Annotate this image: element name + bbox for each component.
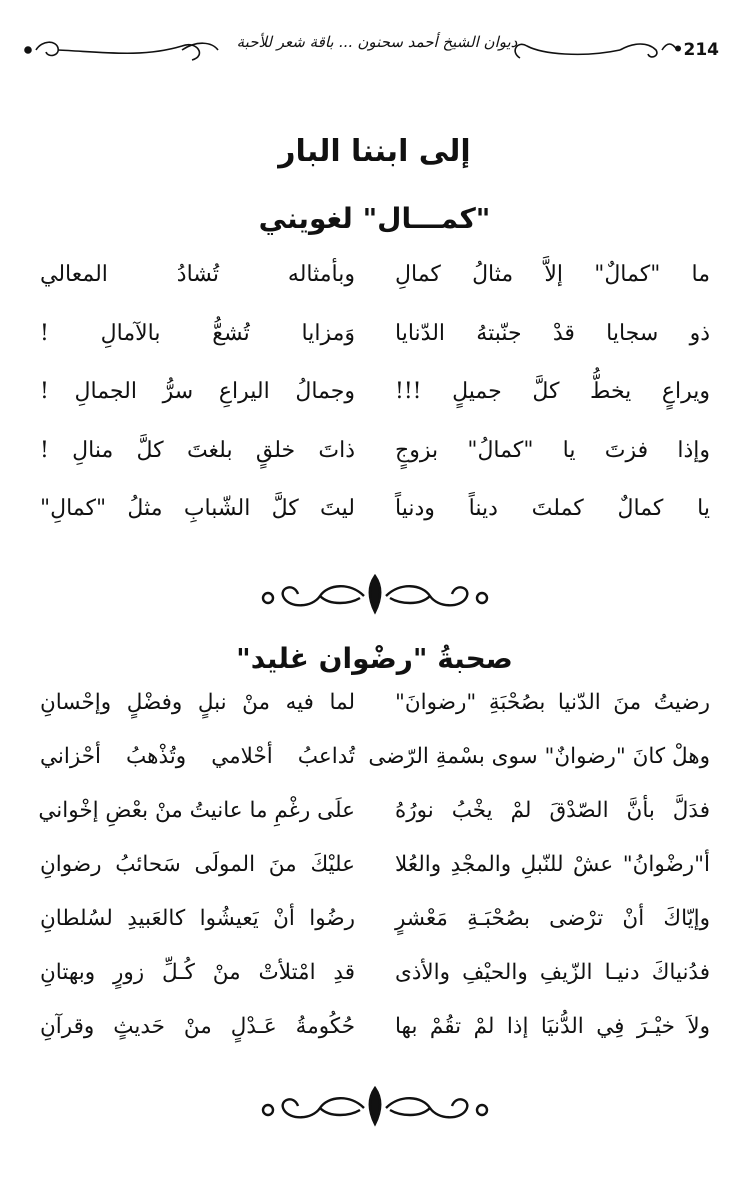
section-divider-ornament — [260, 572, 490, 616]
verse — [40, 262, 710, 321]
verse — [40, 852, 710, 906]
verse-second-hemistich: لما فيه منْ نبلٍ وفضْلٍ وإحْسانِ — [40, 690, 355, 715]
verse-first-hemistich: ما "كمالٌ" إلاَّ مثالُ كمالِ — [395, 262, 710, 287]
verse-first-hemistich: وإيّاكَ أنْ ترْضى بصُحْبَـةِ مَعْشرٍ — [395, 906, 710, 931]
verse — [40, 798, 710, 852]
verse-first-hemistich: ويراعٍ يخطُّ كلَّ جميلٍ !!! — [395, 379, 710, 404]
verse — [40, 321, 710, 380]
verse-second-hemistich: وَمزايا تُشعُّ بالآمالِ ! — [40, 320, 355, 346]
page-header — [22, 28, 727, 74]
poem-subtitle: "كمـــال" لغويني — [258, 202, 491, 235]
verse-first-hemistich: رضيتُ منَ الدّنيا بصُحْبَةِ "رضوانَ" — [395, 690, 710, 715]
poem-title: إلى ابننا البار — [278, 134, 471, 169]
poem-body — [40, 262, 710, 555]
poem-title: صحبةُ "رضْوان غليد" — [236, 642, 513, 675]
verse — [40, 496, 710, 555]
verse — [40, 906, 710, 960]
verse-second-hemistich: ذاتَ خلقٍ بلغتَ كلَّ منالِ ! — [40, 437, 355, 463]
poem-body — [40, 690, 710, 1068]
verse-second-hemistich: تُداعبُ أحْلامي وتُذْهبُ أحْزاني — [40, 744, 355, 769]
verse-first-hemistich: وإذا فزتَ يا "كمالُ" بزوجٍ — [395, 437, 710, 463]
verse — [40, 379, 710, 438]
verse-first-hemistich: أ"رضْوانُ" عشْ للنّبلِ والمجْدِ والعُلا — [395, 852, 710, 877]
verse-second-hemistich: علَى رغْمِ ما عانيتُ منْ بعْضِ إخْواني — [38, 798, 355, 823]
verse — [40, 1014, 710, 1068]
verse-first-hemistich: فدَلَّ بأنَّ الصّدْقَ لمْ يخْبُ نورُهُ — [395, 798, 710, 823]
verse-second-hemistich: ليتَ كلَّ الشّبابِ مثلُ "كمالِ" — [40, 496, 355, 521]
page-number: •214 — [672, 40, 719, 60]
verse-second-hemistich: قدِ امْتلأتْ منْ كُـلِّ زورٍ وبهتانِ — [40, 960, 355, 985]
verse-first-hemistich: فدُنياكَ دنيـا الزّيفِ والحيْفِ والأذى — [395, 960, 710, 985]
verse-second-hemistich: وبأمثاله تُشادُ المعالي — [40, 262, 355, 287]
section-divider-ornament — [260, 1084, 490, 1128]
verse-first-hemistich: ولاَ خيْـرَ فِي الدُّنيَا إذا لمْ تقُمْ بها — [395, 1014, 710, 1039]
verse — [40, 744, 710, 798]
verse — [40, 438, 710, 497]
verse-second-hemistich: رضُوا أنْ يَعيشُوا كالعَبيدِ لسُلطانِ — [40, 906, 355, 931]
verse-second-hemistich: حُكُومةُ عَـدْلٍ منْ حَديثٍ وقرآنِ — [40, 1014, 355, 1039]
verse — [40, 960, 710, 1014]
running-title: ديوان الشيخ أحمد سحنون ... باقة شعر للأحبة — [236, 33, 518, 51]
verse-first-hemistich: وهلْ كانَ "رضوانٌ" سوى بسْمةِ الرّضى — [368, 744, 710, 769]
verse-first-hemistich: ذو سجايا قدْ جنّبتهُ الدّنايا — [395, 320, 710, 346]
verse-first-hemistich: يا كمالٌ كملتَ ديناً ودنياً — [395, 496, 710, 521]
verse-second-hemistich: وجمالُ اليراعِ سرُّ الجمالِ ! — [40, 379, 355, 404]
verse-second-hemistich: عليْكَ منَ المولَى سَحائبُ رضوانِ — [40, 852, 355, 877]
verse — [40, 690, 710, 744]
